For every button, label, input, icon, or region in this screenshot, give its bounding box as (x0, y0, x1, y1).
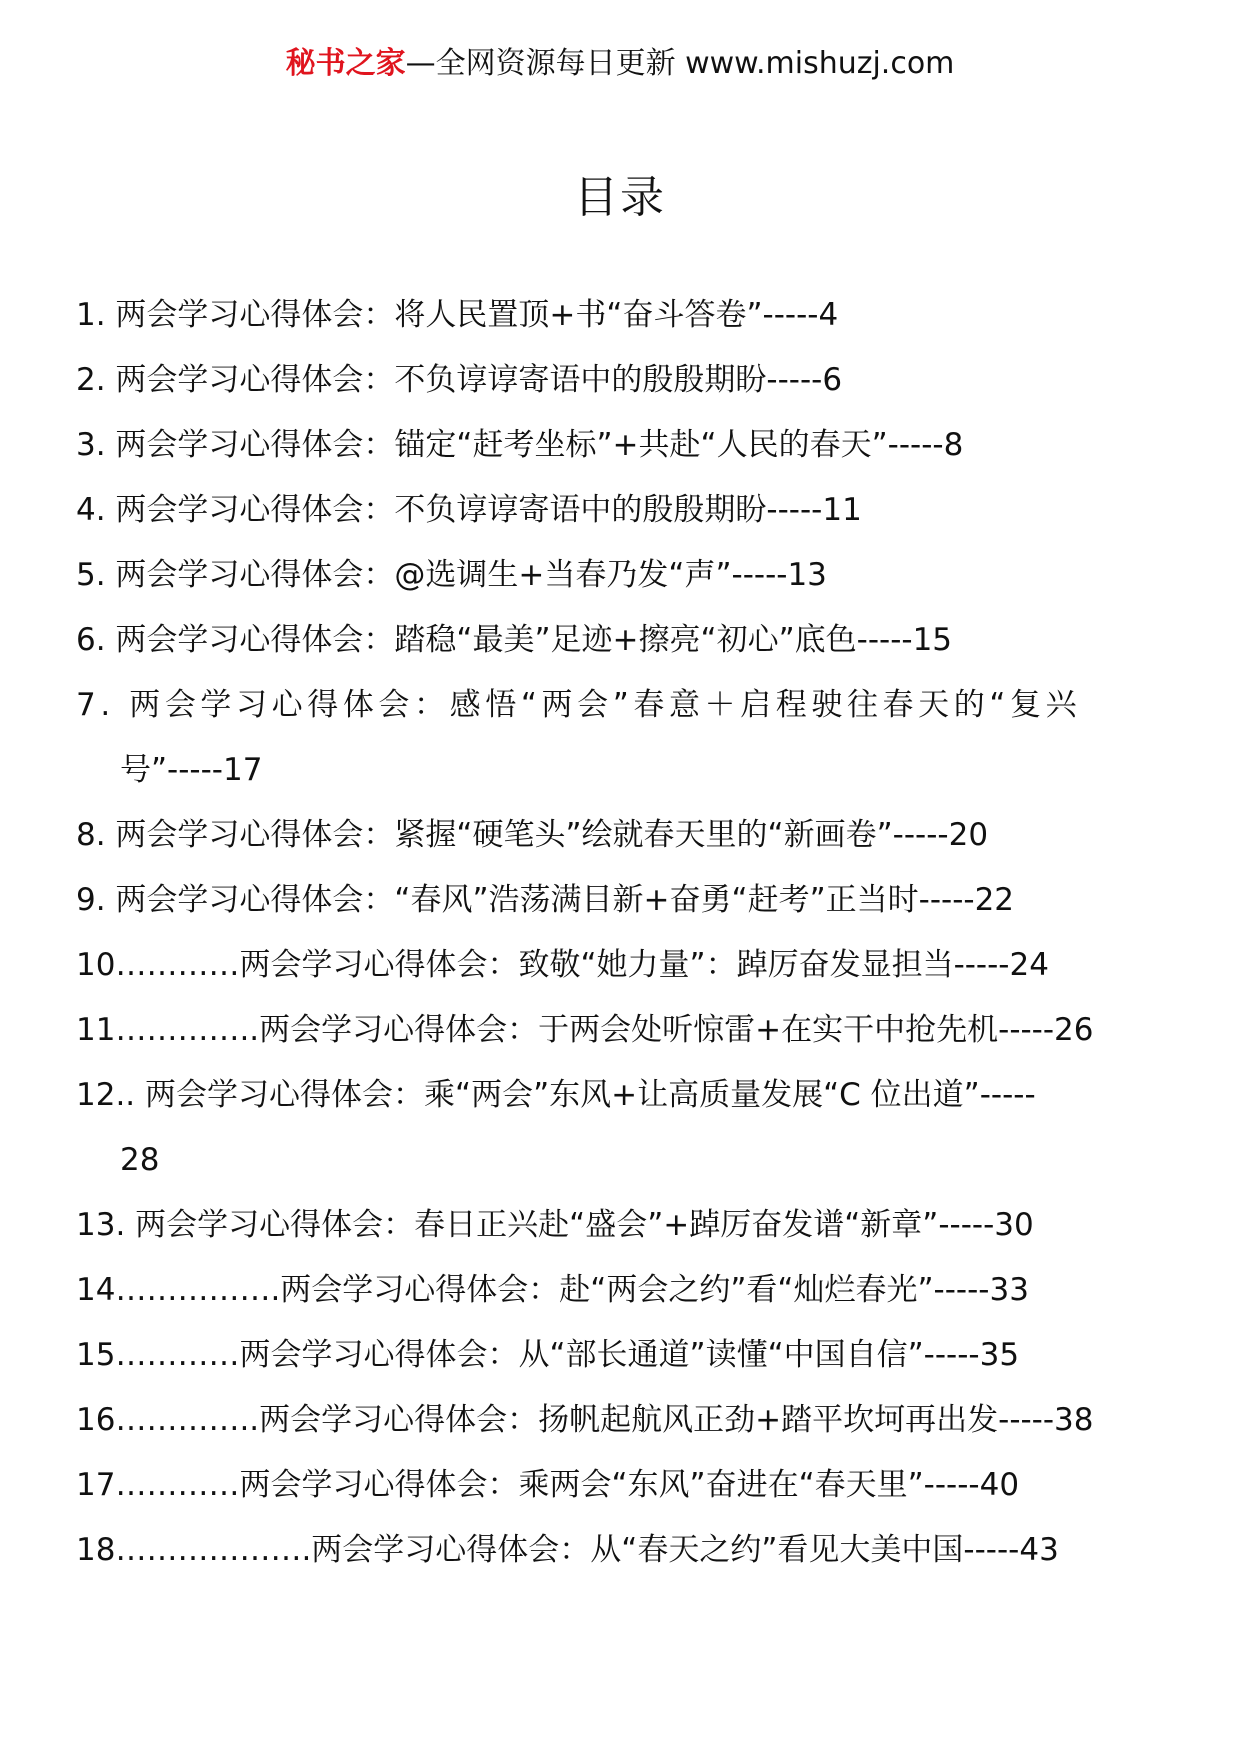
toc-entry-text: 1. 两会学习心得体会：将人民置顶+书“奋斗答卷”-----4 (76, 297, 839, 333)
toc-entry-5 (76, 543, 1166, 608)
toc-entry-text: 10…………两会学习心得体会：致敬“她力量”：踔厉奋发显担当-----24 (76, 947, 1049, 983)
toc-entry-9 (76, 868, 1166, 933)
toc-entry-text-continued: 号”-----17 (120, 752, 263, 788)
toc-entry-text: 14…………….两会学习心得体会：赴“两会之约”看“灿烂春光”-----33 (76, 1272, 1029, 1308)
toc-entry-text: 15…………两会学习心得体会：从“部长通道”读懂“中国自信”-----35 (76, 1337, 1020, 1373)
toc-entry-text: 16…………..两会学习心得体会：扬帆起航风正劲+踏平坎坷再出发-----38 (76, 1402, 1094, 1438)
toc-entry-text: 9. 两会学习心得体会：“春风”浩荡满目新+奋勇“赶考”正当时-----22 (76, 882, 1015, 918)
toc-entry-text: 4. 两会学习心得体会：不负谆谆寄语中的殷殷期盼-----11 (76, 492, 862, 528)
toc-entry-3 (76, 413, 1166, 478)
toc-entry-13 (76, 1193, 1166, 1258)
toc-entry-12-continued (76, 1128, 1166, 1193)
toc-entry-text: 7. 两会学习心得体会：感悟“两会”春意＋启程驶往春天的“复兴 (76, 687, 1082, 723)
toc-entry-16 (76, 1388, 1166, 1453)
toc-entry-2 (76, 348, 1166, 413)
toc-entry-4 (76, 478, 1166, 543)
toc-entry-10 (76, 933, 1166, 998)
toc-entry-7 (76, 673, 1166, 738)
toc-entry-text: 17…………两会学习心得体会：乘两会“东风”奋进在“春天里”-----40 (76, 1467, 1020, 1503)
toc-entry-text: 13. 两会学习心得体会：春日正兴赴“盛会”+踔厉奋发谱“新章”-----30 (76, 1207, 1034, 1243)
toc-entry-14 (76, 1258, 1166, 1323)
page-title: 目录 (574, 172, 666, 223)
toc-entry-6 (76, 608, 1166, 673)
toc-entry-text: 12.. 两会学习心得体会：乘“两会”东风+让高质量发展“C 位出道”----- (76, 1077, 1036, 1113)
toc-entry-15 (76, 1323, 1166, 1388)
toc-entry-7-continued (76, 738, 1166, 803)
toc-entry-8 (76, 803, 1166, 868)
toc-entry-text: 18……………….两会学习心得体会：从“春天之约”看见大美中国-----43 (76, 1532, 1059, 1568)
toc-entry-text: 8. 两会学习心得体会：紧握“硬笔头”绘就春天里的“新画卷”-----20 (76, 817, 989, 853)
site-tagline: —全网资源每日更新 www.mishuzj.com (405, 46, 955, 81)
site-header (0, 44, 1240, 84)
toc-entry-18 (76, 1518, 1166, 1583)
toc-entry-12 (76, 1063, 1166, 1128)
toc-entry-11 (76, 998, 1166, 1063)
toc-entry-text: 3. 两会学习心得体会：锚定“赶考坐标”+共赴“人民的春天”-----8 (76, 427, 964, 463)
toc-entry-text-continued: 28 (120, 1142, 160, 1178)
toc-entry-text: 5. 两会学习心得体会：@选调生+当春乃发“声”-----13 (76, 557, 827, 593)
table-of-contents (76, 283, 1166, 1583)
toc-entry-text: 11…………..两会学习心得体会：于两会处听惊雷+在实干中抢先机-----26 (76, 1012, 1094, 1048)
toc-entry-text: 2. 两会学习心得体会：不负谆谆寄语中的殷殷期盼-----6 (76, 362, 843, 398)
toc-entry-1 (76, 283, 1166, 348)
toc-entry-text: 6. 两会学习心得体会：踏稳“最美”足迹+擦亮“初心”底色-----15 (76, 622, 953, 658)
toc-entry-17 (76, 1453, 1166, 1518)
brand-name: 秘书之家 (285, 46, 406, 81)
